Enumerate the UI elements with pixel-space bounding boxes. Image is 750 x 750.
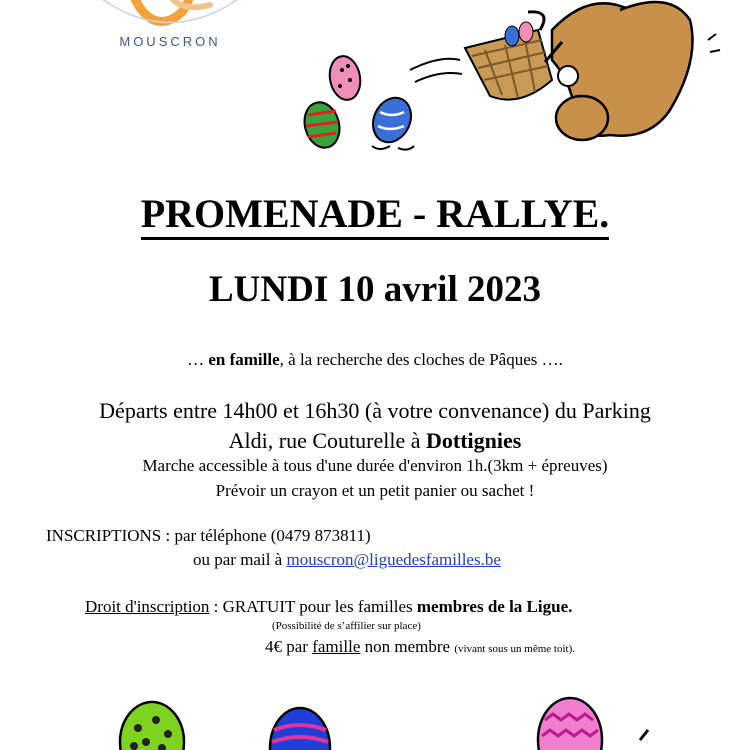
departs-line-2 [0,428,750,454]
bunny-icon [545,2,693,140]
event-title [0,190,750,237]
departs-town: Dottignies [426,428,522,453]
fee-members: membres de la Ligue. [416,597,573,616]
fee-note: (Possibilité de s’affilier sur place) [272,620,421,632]
blue-egg-icon [366,92,418,149]
price-note: (vivant sous un même toit). [454,643,576,655]
event-title-text: PROMENADE - RALLYE. [141,191,610,240]
pink-zigzag-egg-icon [538,698,602,750]
walk-info: Marche accessible à tous d'une durée d'environ 1h.(3km + épreuves) [142,456,608,475]
event-subtitle [0,350,750,370]
basket-icon [465,12,552,100]
decorative-eggs [0,690,750,750]
event-date: LUNDI 10 avril 2023 [209,269,541,310]
bring-items-info: Prévoir un crayon et un petit panier ou sachet ! [215,481,535,500]
blue-striped-egg-icon [270,708,330,750]
fee-line [85,597,572,617]
departs-location: Aldi, rue Couturelle à [228,428,426,453]
price-prefix: 4€ par [265,637,313,656]
departs-line-1: Départs entre 14h00 et 16h30 (à votre convenance) du Parking [99,398,651,423]
subtitle-prefix: … [187,350,209,369]
price-mid: non membre [360,637,455,656]
email-link[interactable]: mouscron@liguedesfamilles.be [286,550,501,569]
easter-bunny-illustration [290,0,740,165]
fee-sep: : GRATUIT pour les familles [209,597,417,616]
mail-prefix: ou par mail à [193,550,287,569]
subtitle-bold: en famille [208,350,280,369]
inscriptions-mail [193,550,501,570]
green-dotted-egg-icon [120,702,184,750]
price-family: famille [312,637,361,656]
fee-label: Droit d'inscription [85,597,210,616]
logo-text: MOUSCRON [119,34,221,49]
pink-egg-icon [326,54,363,103]
green-red-egg-icon [300,98,345,151]
inscriptions-phone: INSCRIPTIONS : par téléphone (0479 873811) [46,526,371,545]
subtitle-rest: , à la recherche des cloches de Pâques …. [279,350,563,369]
fee-price-line [265,637,575,657]
